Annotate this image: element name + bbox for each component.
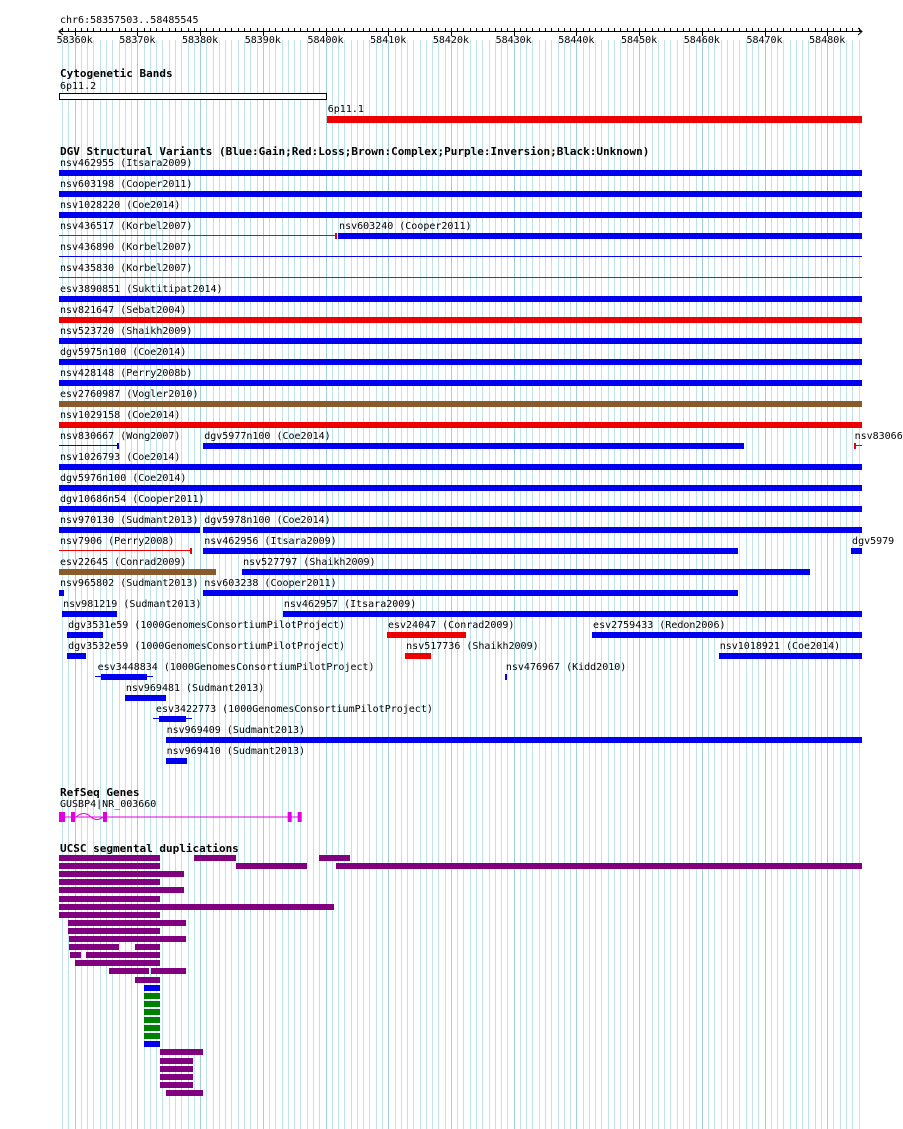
sv-feature[interactable] — [203, 590, 738, 596]
sv-feature[interactable] — [67, 632, 103, 638]
segdup-feature[interactable] — [194, 855, 236, 861]
sv-label: nsv970130 (Sudmant2013) — [60, 515, 199, 526]
segdup-feature[interactable] — [166, 1090, 202, 1096]
sv-feature[interactable] — [59, 380, 862, 386]
sv-label: esv3890851 (Suktitipat2014) — [60, 284, 223, 295]
cyto-track-title[interactable]: Cytogenetic Bands — [60, 67, 173, 80]
sv-feature[interactable] — [59, 235, 337, 236]
sv-label: dgv3532e59 (1000GenomesConsortiumPilotProject) — [68, 641, 346, 652]
sv-label: nsv527797 (Shaikh2009) — [243, 557, 376, 568]
sv-feature-cap — [854, 443, 856, 449]
sv-feature[interactable] — [159, 716, 186, 722]
sv-feature[interactable] — [59, 506, 862, 512]
sv-feature[interactable] — [203, 443, 744, 449]
sv-label: esv22645 (Conrad2009) — [60, 557, 187, 568]
segdup-feature[interactable] — [144, 1017, 160, 1023]
sv-feature[interactable] — [59, 485, 862, 491]
ruler-tick-label: 58400k — [307, 35, 344, 46]
sv-feature[interactable] — [59, 359, 862, 365]
sv-feature[interactable] — [59, 317, 862, 323]
sv-label: nsv1026793 (Coe2014) — [60, 452, 181, 463]
sv-label: nsv517736 (Shaikh2009) — [406, 641, 539, 652]
sv-feature[interactable] — [851, 548, 862, 554]
sv-label: nsv476967 (Kidd2010) — [505, 662, 627, 673]
sv-label: nsv83066 — [854, 431, 903, 442]
segdup-feature[interactable] — [59, 912, 160, 918]
ruler-tick-label: 58430k — [495, 35, 532, 46]
sv-feature[interactable] — [405, 653, 431, 659]
segdup-feature[interactable] — [144, 1001, 160, 1007]
refseq-track-title[interactable]: RefSeq Genes — [60, 786, 140, 799]
sv-feature-cap — [117, 443, 119, 449]
sv-feature-cap — [190, 548, 192, 554]
sv-feature[interactable] — [59, 191, 862, 197]
ruler-tick-label: 58370k — [119, 35, 156, 46]
sv-label: nsv603238 (Cooper2011) — [204, 578, 337, 589]
gene-exon — [298, 812, 302, 822]
sv-label: nsv1028220 (Coe2014) — [60, 200, 181, 211]
sv-feature[interactable] — [67, 653, 86, 659]
sv-feature[interactable] — [203, 548, 738, 554]
sv-feature[interactable] — [59, 212, 862, 218]
segdup-feature[interactable] — [151, 968, 185, 974]
segdup-feature[interactable] — [75, 960, 160, 966]
sv-label: nsv462957 (Itsara2009) — [283, 599, 417, 610]
sv-label: nsv969410 (Sudmant2013) — [166, 746, 306, 757]
cyto-band-label: 6p11.2 — [60, 81, 97, 92]
ruler-tick-label: 58440k — [558, 35, 595, 46]
sv-feature[interactable] — [59, 464, 862, 470]
segdup-feature[interactable] — [59, 863, 160, 869]
ruler-tick-label: 58420k — [432, 35, 469, 46]
sv-label: dgv5979 — [852, 536, 895, 547]
sv-label: nsv428148 (Perry2008b) — [60, 368, 193, 379]
sv-label: esv2759433 (Redon2006) — [593, 620, 726, 631]
sv-label: nsv1018921 (Coe2014) — [719, 641, 841, 652]
sv-label: esv3448834 (1000GenomesConsortiumPilotProject) — [97, 662, 375, 673]
cyto-band[interactable] — [59, 93, 327, 100]
cyto-band-label: 6p11.1 — [327, 104, 364, 115]
sv-feature[interactable] — [387, 632, 466, 638]
sv-label: nsv436517 (Korbel2007) — [60, 221, 193, 232]
segdup-feature[interactable] — [160, 1082, 193, 1088]
sv-label: nsv462955 (Itsara2009) — [60, 158, 193, 169]
sv-feature[interactable] — [242, 569, 810, 575]
sv-label: esv24047 (Conrad2009) — [387, 620, 515, 631]
sv-label: nsv462956 (Itsara2009) — [204, 536, 337, 547]
sv-feature[interactable] — [59, 170, 862, 176]
ruler-tick-label: 58460k — [683, 35, 720, 46]
segdup-feature[interactable] — [68, 928, 160, 934]
ruler-tick-label: 58410k — [370, 35, 407, 46]
gene-exon — [71, 812, 75, 822]
sv-feature[interactable] — [59, 256, 862, 257]
segdup-feature[interactable] — [59, 879, 160, 885]
ruler-region: chr6:58357503..58485545 — [60, 15, 199, 26]
ruler-tick-label: 58480k — [809, 35, 846, 46]
segdup-feature[interactable] — [69, 936, 186, 942]
ruler-tick-label: 58450k — [621, 35, 658, 46]
sv-feature[interactable] — [59, 590, 64, 596]
sv-label: dgv5976n100 (Coe2014) — [60, 473, 187, 484]
segdup-feature[interactable] — [70, 952, 81, 958]
segdup-feature[interactable] — [59, 871, 184, 877]
sv-label: dgv10686n54 (Cooper2011) — [60, 494, 205, 505]
sv-label: nsv830667 (Wong2007) — [60, 431, 181, 442]
sv-feature[interactable] — [283, 611, 862, 617]
segdup-feature[interactable] — [144, 1009, 160, 1015]
segdup-feature[interactable] — [144, 1041, 160, 1047]
sv-feature[interactable] — [59, 422, 862, 428]
sv-label: nsv436890 (Korbel2007) — [60, 242, 193, 253]
sv-label: nsv821647 (Sebat2004) — [60, 305, 187, 316]
gene-exon — [59, 812, 65, 822]
refseq-gene-label[interactable]: GUSBP4|NR_003660 — [60, 799, 157, 810]
segdup-feature[interactable] — [86, 952, 160, 958]
sv-label: nsv969481 (Sudmant2013) — [125, 683, 265, 694]
sv-label: nsv523720 (Shaikh2009) — [60, 326, 193, 337]
sv-feature[interactable] — [719, 653, 862, 659]
refseq-gene-glyph[interactable] — [0, 808, 890, 828]
segdup-feature[interactable] — [109, 968, 149, 974]
segdup-feature[interactable] — [144, 1033, 160, 1039]
sv-label: nsv965802 (Sudmant2013) — [60, 578, 199, 589]
segdup-feature[interactable] — [59, 855, 160, 861]
segdup-feature[interactable] — [69, 944, 119, 950]
sv-feature[interactable] — [101, 674, 147, 680]
segdup-feature[interactable] — [144, 1025, 160, 1031]
dgv-track-title[interactable]: DGV Structural Variants (Blue:Gain;Red:Loss;Brown:Complex;Purple:Inversion;Black:Unknown) — [60, 145, 650, 158]
sv-label: esv3422773 (1000GenomesConsortiumPilotProject) — [155, 704, 433, 715]
sv-label: nsv981219 (Sudmant2013) — [63, 599, 202, 610]
segdup-feature[interactable] — [160, 1074, 193, 1080]
sv-label: nsv7906 (Perry2008) — [60, 536, 175, 547]
segdup-feature[interactable] — [135, 977, 159, 983]
ruler-tick-label: 58360k — [56, 35, 93, 46]
gene-exon — [103, 812, 107, 822]
sv-feature[interactable] — [59, 401, 862, 407]
segdup-feature[interactable] — [144, 985, 160, 991]
sv-feature[interactable] — [62, 611, 117, 617]
sv-feature[interactable] — [166, 758, 187, 764]
sv-label: dgv5978n100 (Coe2014) — [204, 515, 331, 526]
segdup-track-title[interactable]: UCSC segmental duplications — [60, 842, 239, 855]
ruler-tick-label: 58380k — [182, 35, 219, 46]
sv-label: nsv435830 (Korbel2007) — [60, 263, 193, 274]
sv-feature[interactable] — [854, 445, 862, 446]
sv-feature[interactable] — [59, 527, 200, 533]
segdup-feature[interactable] — [336, 863, 862, 869]
sv-feature[interactable] — [59, 445, 119, 446]
sv-label: nsv969409 (Sudmant2013) — [166, 725, 306, 736]
segdup-feature[interactable] — [144, 993, 160, 999]
sv-label: dgv5977n100 (Coe2014) — [204, 431, 331, 442]
segdup-feature[interactable] — [160, 1058, 193, 1064]
sv-feature[interactable] — [59, 296, 862, 302]
sv-label: dgv3531e59 (1000GenomesConsortiumPilotProject) — [68, 620, 346, 631]
sv-label: esv2760987 (Vogler2010) — [60, 389, 199, 400]
sv-feature[interactable] — [166, 737, 862, 743]
sv-label: nsv1029158 (Coe2014) — [60, 410, 181, 421]
segdup-feature[interactable] — [160, 1049, 203, 1055]
gene-exon — [288, 812, 292, 822]
sv-feature[interactable] — [59, 569, 216, 575]
sv-feature[interactable] — [203, 527, 862, 533]
sv-feature[interactable] — [125, 695, 166, 701]
cyto-band[interactable] — [327, 116, 862, 123]
segdup-feature[interactable] — [59, 904, 334, 910]
sv-feature[interactable] — [338, 233, 862, 239]
segdup-feature[interactable] — [59, 896, 160, 902]
ruler-tick-label: 58470k — [746, 35, 783, 46]
sv-label: nsv603198 (Cooper2011) — [60, 179, 193, 190]
ruler-tick-label: 58390k — [244, 35, 281, 46]
sv-feature[interactable] — [59, 550, 192, 551]
sv-label: nsv603240 (Cooper2011) — [339, 221, 472, 232]
sv-feature[interactable] — [505, 674, 507, 680]
segdup-feature[interactable] — [59, 887, 184, 893]
sv-feature[interactable] — [592, 632, 862, 638]
sv-feature[interactable] — [59, 338, 862, 344]
segdup-feature[interactable] — [68, 920, 186, 926]
sv-label: dgv5975n100 (Coe2014) — [60, 347, 187, 358]
segdup-feature[interactable] — [319, 855, 350, 861]
segdup-feature[interactable] — [160, 1066, 193, 1072]
segdup-feature[interactable] — [236, 863, 307, 869]
segdup-feature[interactable] — [135, 944, 160, 950]
sv-feature[interactable] — [59, 277, 862, 278]
